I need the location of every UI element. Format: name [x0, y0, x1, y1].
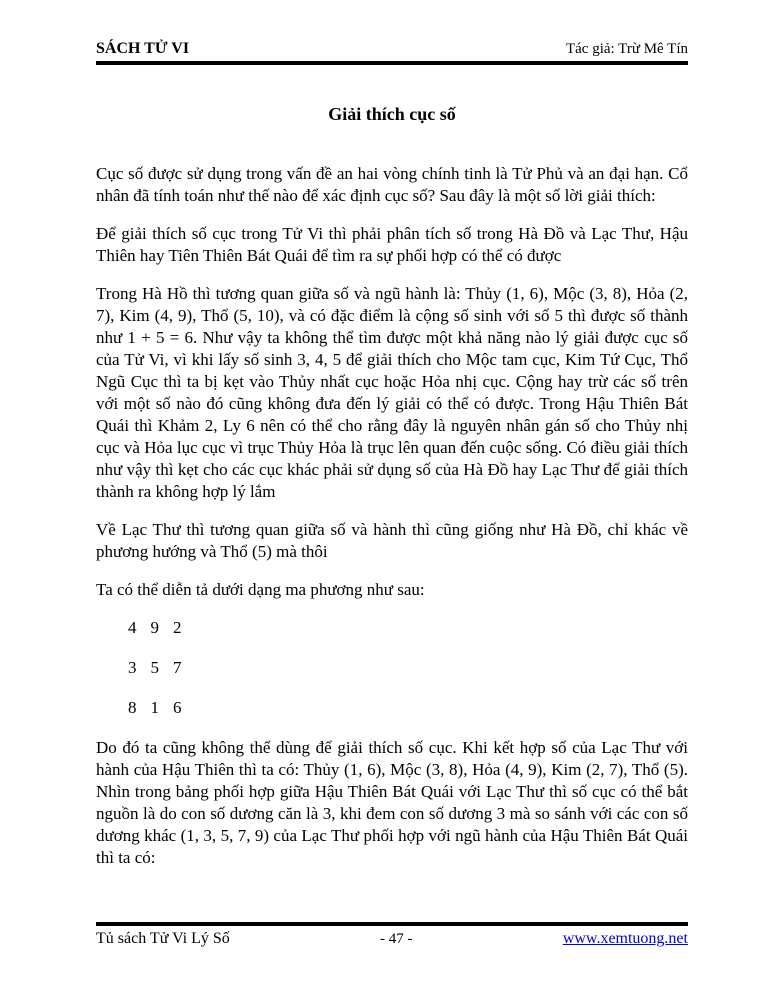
magic-square-cell: 1 — [150, 698, 159, 717]
magic-square-row-3 — [128, 697, 688, 719]
paragraph-ma-phuong-lead: Ta có thể diễn tả dưới dạng ma phương như sau: — [96, 580, 425, 599]
magic-square — [128, 617, 688, 719]
paragraph-ha-do-lac-thu: Để giải thích số cục trong Tử Vi thì phải phân tích số trong Hà Đồ và Lạc Thư, Hậu Thiên hay Tiên Thiên Bát Quái để tìm ra sự phối hợp có thể có được — [96, 224, 688, 265]
magic-square-cell: 4 — [128, 618, 137, 637]
magic-square-cell: 5 — [150, 658, 159, 677]
magic-square-row-1 — [128, 617, 688, 639]
paragraph-conclusion: Do đó ta cũng không thể dùng để giải thích số cục. Khi kết hợp số của Lạc Thư với hành của Hậu Thiên thì ta có: Thủy (1, 6), Mộc (3, 8), Hỏa (4, 9), Kim (2, 7), Thổ (5). Nhìn trong bảng phối hợp giữa Hậu Thiên Bát Quái với Lạc Thư thì số cục có thể bắt nguồn là do con số dương căn là 3, khi đem con số dương 3 mà so sánh với các con số dương khác (1, 3, 5, 7, 9) của Lạc Thư phối hợp với ngũ hành của Hậu Thiên Bát Quái thì ta có: — [96, 738, 688, 867]
magic-square-cell: 8 — [128, 698, 137, 717]
magic-square-row-2 — [128, 657, 688, 679]
page-content — [96, 96, 688, 885]
paragraph-intro: Cục số được sử dụng trong vấn đề an hai vòng chính tinh là Tử Phủ và an đại hạn. Cổ nhân đã tính toán như thế nào để xác định cục số? Sau đây là một số lời giải thích: — [96, 164, 688, 205]
footer-series-title: Tủ sách Tử Vi Lý Số — [96, 930, 230, 947]
magic-square-cell: 3 — [128, 658, 137, 677]
paragraph-ngu-hanh: Trong Hà Hồ thì tương quan giữa số và ngũ hành là: Thủy (1, 6), Mộc (3, 8), Hỏa (2, 7), Kim (4, 9), Thổ (5, 10), và có đặc điểm là cộng số sinh với số 5 thì được số thành như 1 + 5 = 6. Như vậy ta không thể tìm được một khả năng nào lý giải được cục số của Tử Vi, vì khi lấy số sinh 3, 4, 5 để giải thích cho Mộc tam cục, Kim Tứ Cục, Thổ Ngũ Cục thì ta bị kẹt vào Thủy nhất cục hoặc Hỏa nhị cục. Cộng hay trừ các số trên với một số nào đó cũng không đưa đến lý giải có thể có được. Trong Hậu Thiên Bát Quái thì Khảm 2, Ly 6 nên có thể cho rằng đây là nguyên nhân gán số cho Thủy nhị cục và Hỏa lục cục vì trục Thủy Hỏa là trục lên quan đến cuộc sống. Có điều giải thích như vậy thì kẹt cho các cục khác phải sử dụng số của Hà Đồ hay Lạc Thư để giải thích thành ra không hợp lý lắm — [96, 284, 688, 501]
page-title: Giải thích cục số — [328, 104, 456, 124]
magic-square-cell: 2 — [173, 618, 182, 637]
footer-website-link[interactable]: www.xemtuong.net — [562, 930, 688, 947]
page-footer — [96, 922, 688, 948]
magic-square-cell: 6 — [173, 698, 182, 717]
page-header — [96, 40, 688, 65]
footer-page-number: - 47 - — [380, 931, 413, 947]
header-book-title: SÁCH TỬ VI — [96, 40, 190, 57]
header-author: Tác giả: Trừ Mê Tín — [565, 41, 688, 57]
paragraph-lac-thu: Về Lạc Thư thì tương quan giữa số và hành thì cũng giống như Hà Đồ, chỉ khác về phương hướng và Thổ (5) mà thôi — [96, 520, 688, 561]
magic-square-cell: 7 — [173, 658, 182, 677]
magic-square-cell: 9 — [150, 618, 159, 637]
